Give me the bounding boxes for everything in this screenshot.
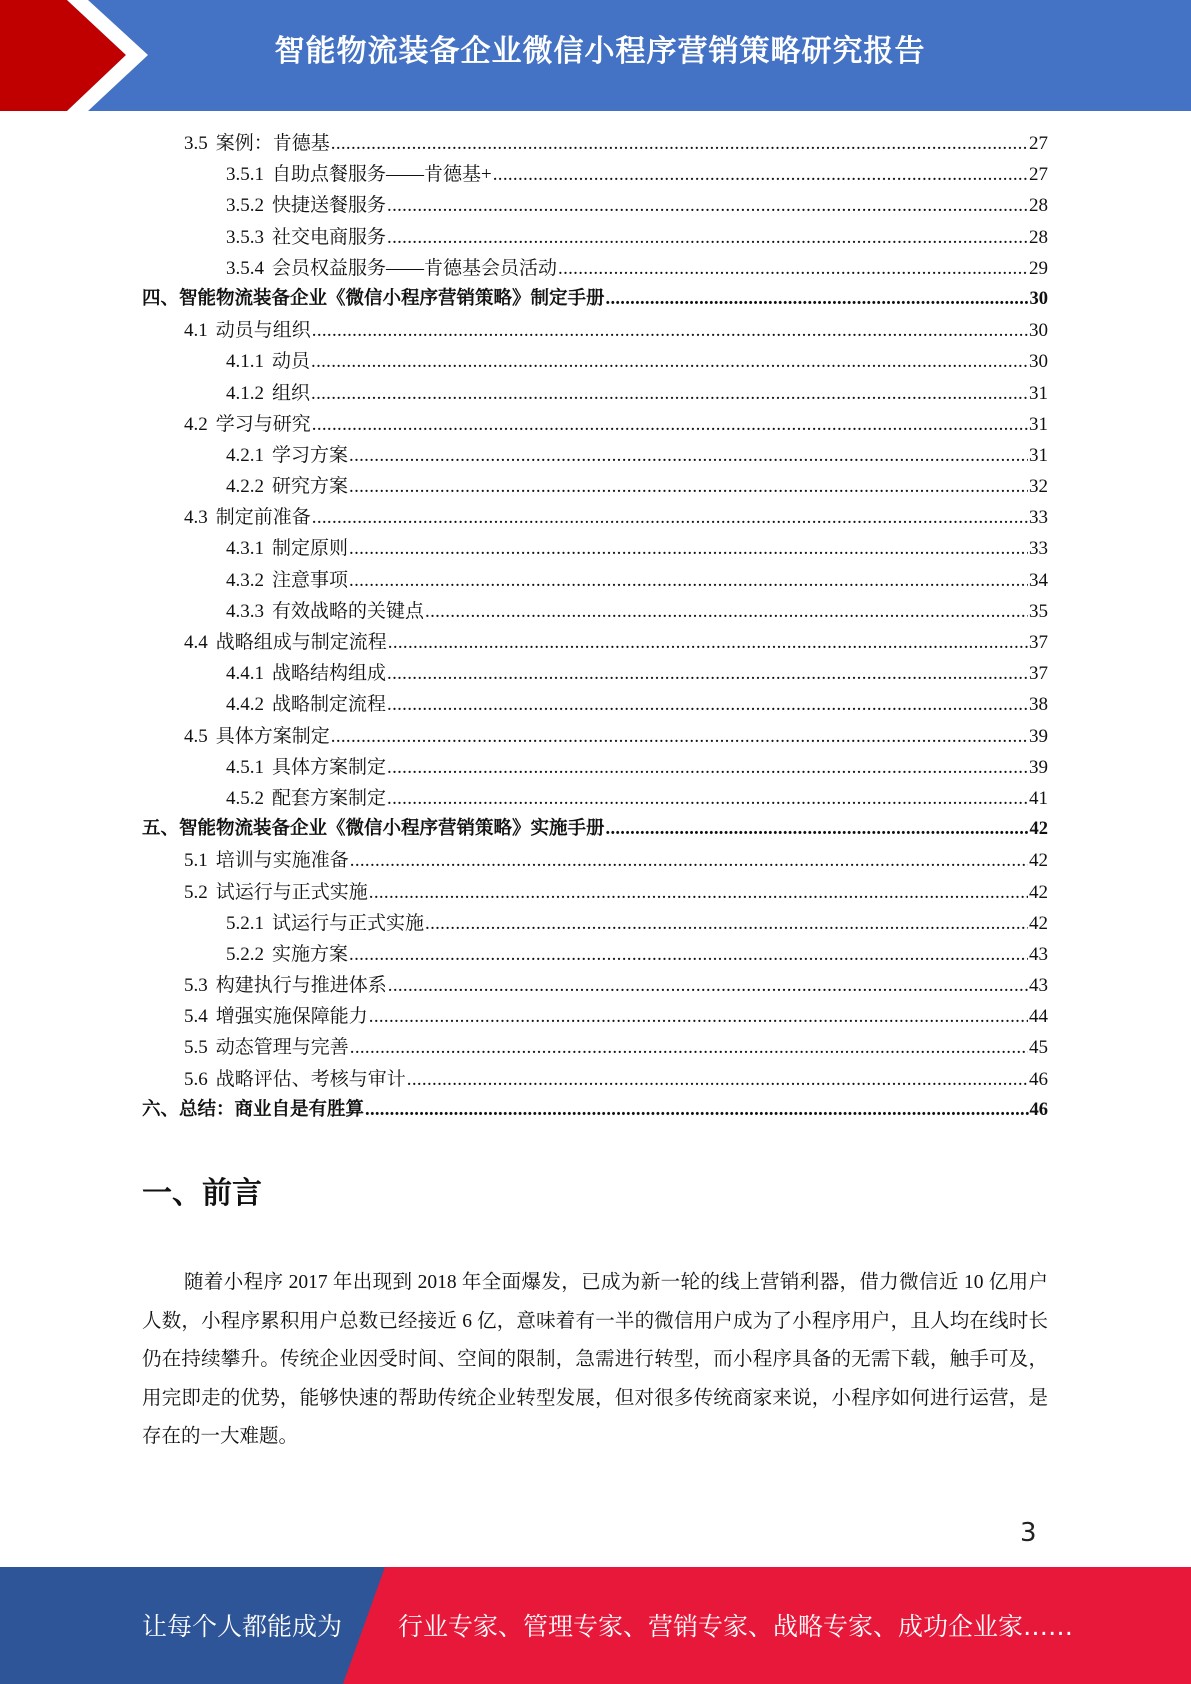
toc-dot-leader (425, 596, 1028, 627)
toc-entry-label: 社交电商服务 (272, 226, 387, 248)
table-of-contents (142, 128, 1048, 1126)
toc-entry[interactable] (142, 471, 1048, 502)
page-number: 3 (1020, 1518, 1037, 1548)
toc-entry-label: 战略组成与制定流程 (215, 632, 387, 653)
toc-entry-page: 45 (1029, 1037, 1048, 1059)
toc-entry[interactable] (142, 783, 1048, 814)
report-title: 智能物流装备企业微信小程序营销策略研究报告 (274, 34, 926, 69)
toc-dot-leader (369, 1001, 1028, 1032)
toc-entry-page: 46 (1029, 1099, 1048, 1120)
toc-entry-page: 30 (1029, 320, 1048, 342)
toc-entry-label: 案例：肯德基 (215, 133, 330, 154)
toc-entry-number: 4.2 (184, 413, 208, 435)
toc-entry-number: 4.5.1 (226, 756, 264, 778)
toc-entry[interactable] (142, 814, 1048, 845)
toc-entry[interactable] (142, 721, 1048, 752)
toc-entry-label: 四、智能物流装备企业《微信小程序营销策略》制定手册 (142, 288, 605, 309)
toc-entry[interactable] (142, 1032, 1048, 1063)
toc-entry-label: 动员与组织 (215, 320, 311, 342)
toc-entry-page: 37 (1029, 632, 1048, 653)
toc-dot-leader (425, 908, 1028, 939)
toc-entry[interactable] (142, 284, 1048, 315)
toc-entry[interactable] (142, 1064, 1048, 1095)
toc-entry-page: 39 (1029, 725, 1048, 747)
toc-dot-leader (493, 159, 1028, 190)
toc-entry[interactable] (142, 752, 1048, 783)
toc-dot-leader (558, 253, 1028, 284)
toc-entry-label: 增强实施保障能力 (215, 1006, 368, 1028)
toc-entry-page: 31 (1029, 382, 1048, 404)
toc-entry[interactable] (142, 689, 1048, 720)
toc-dot-leader (349, 471, 1028, 502)
toc-entry-label: 六、总结：商业自是有胜算 (142, 1099, 365, 1120)
toc-entry-page: 42 (1029, 912, 1048, 934)
toc-entry[interactable] (142, 253, 1048, 284)
toc-entry-number: 4.2.2 (226, 476, 264, 498)
toc-entry-page: 33 (1029, 507, 1048, 529)
toc-dot-leader (407, 1064, 1028, 1095)
toc-entry[interactable] (142, 658, 1048, 689)
toc-entry-number: 5.4 (184, 1006, 208, 1028)
toc-entry-page: 35 (1029, 600, 1048, 622)
toc-entry-page: 38 (1029, 694, 1048, 716)
toc-entry-number: 5.2.2 (226, 943, 264, 965)
toc-dot-leader (387, 658, 1028, 689)
toc-entry-page: 42 (1029, 819, 1048, 840)
toc-entry-page: 31 (1029, 413, 1048, 435)
toc-entry-number: 4.3.1 (226, 538, 264, 560)
toc-dot-leader (369, 877, 1028, 908)
toc-entry[interactable] (142, 1001, 1048, 1032)
toc-entry[interactable] (142, 502, 1048, 533)
toc-dot-leader (349, 565, 1028, 596)
toc-entry-page: 39 (1029, 756, 1048, 778)
toc-entry-number: 5.5 (184, 1037, 208, 1059)
toc-entry-label: 学习与研究 (215, 413, 311, 435)
toc-entry-number: 3.5.3 (226, 226, 264, 248)
toc-entry-number: 4.3 (184, 507, 208, 529)
toc-entry-number: 4.5 (184, 725, 208, 747)
toc-entry-label: 战略制定流程 (272, 694, 387, 716)
toc-entry[interactable] (142, 627, 1048, 658)
toc-dot-leader (349, 440, 1028, 471)
section-heading: 一、前言 (142, 1176, 262, 1211)
toc-entry-label: 研究方案 (272, 476, 349, 498)
toc-entry-page: 44 (1029, 1006, 1048, 1028)
toc-dot-leader (312, 502, 1028, 533)
toc-entry[interactable] (142, 908, 1048, 939)
toc-entry-page: 34 (1029, 569, 1048, 591)
toc-entry[interactable] (142, 877, 1048, 908)
toc-entry[interactable] (142, 845, 1048, 876)
toc-entry-page: 42 (1029, 850, 1048, 872)
toc-entry-page: 33 (1029, 538, 1048, 560)
toc-dot-leader (311, 346, 1028, 377)
toc-entry[interactable] (142, 440, 1048, 471)
toc-entry[interactable] (142, 409, 1048, 440)
toc-entry-label: 培训与实施准备 (215, 850, 349, 872)
toc-entry-number: 4.1.2 (226, 382, 264, 404)
toc-entry[interactable] (142, 596, 1048, 627)
toc-entry-number: 4.4.2 (226, 694, 264, 716)
toc-entry-label: 五、智能物流装备企业《微信小程序营销策略》实施手册 (142, 819, 605, 840)
toc-entry-label: 实施方案 (272, 943, 349, 965)
toc-entry[interactable] (142, 128, 1048, 159)
toc-dot-leader (387, 190, 1028, 221)
toc-entry-page: 30 (1029, 351, 1048, 373)
toc-entry-number: 5.2.1 (226, 912, 264, 934)
toc-dot-leader (349, 939, 1028, 970)
toc-entry[interactable] (142, 346, 1048, 377)
toc-entry[interactable] (142, 1095, 1048, 1126)
toc-entry-number: 4.2.1 (226, 444, 264, 466)
toc-dot-leader (349, 533, 1028, 564)
toc-entry-number: 5.3 (184, 975, 208, 997)
toc-entry-label: 战略评估、考核与审计 (215, 1068, 406, 1090)
toc-entry-page: 31 (1029, 444, 1048, 466)
toc-dot-leader (387, 222, 1028, 253)
toc-entry-page: 32 (1029, 476, 1048, 498)
footer-slogan-right: 行业专家、管理专家、营销专家、战略专家、成功企业家…… (398, 1612, 1074, 1641)
toc-entry-label: 有效战略的关键点 (272, 600, 425, 622)
toc-entry-label: 构建执行与推进体系 (215, 975, 387, 997)
toc-entry-page: 41 (1029, 787, 1048, 809)
toc-entry-number: 5.6 (184, 1068, 208, 1090)
toc-entry-page: 43 (1029, 943, 1048, 965)
toc-entry-page: 27 (1029, 133, 1048, 154)
toc-dot-leader (350, 1032, 1028, 1063)
toc-dot-leader (311, 378, 1028, 409)
toc-entry[interactable] (142, 939, 1048, 970)
toc-entry-page: 27 (1029, 164, 1048, 186)
toc-entry[interactable] (142, 190, 1048, 221)
toc-entry[interactable] (142, 159, 1048, 190)
toc-entry-label: 组织 (272, 382, 311, 404)
toc-entry-page: 46 (1029, 1068, 1048, 1090)
toc-entry-number: 4.1 (184, 320, 208, 342)
toc-entry-number: 4.5.2 (226, 787, 264, 809)
toc-dot-leader (606, 284, 1029, 315)
toc-entry-page: 28 (1029, 195, 1048, 217)
toc-entry-number: 4.4.1 (226, 663, 264, 685)
toc-dot-leader (331, 128, 1028, 159)
toc-entry-label: 具体方案制定 (272, 756, 387, 778)
toc-dot-leader (388, 970, 1028, 1001)
toc-entry-label: 会员权益服务——肯德基会员活动 (272, 257, 558, 279)
page-header (0, 0, 1191, 111)
toc-entry-number: 3.5.2 (226, 195, 264, 217)
footer-slogan-left: 让每个人都能成为 (142, 1612, 343, 1641)
toc-entry-label: 战略结构组成 (272, 663, 387, 685)
toc-entry-label: 动员 (272, 351, 311, 373)
toc-dot-leader (387, 783, 1028, 814)
toc-dot-leader (387, 689, 1028, 720)
toc-entry-page: 43 (1029, 975, 1048, 997)
toc-entry-label: 具体方案制定 (215, 725, 330, 747)
toc-entry-page: 37 (1029, 663, 1048, 685)
toc-dot-leader (312, 409, 1028, 440)
toc-dot-leader (331, 721, 1028, 752)
toc-entry-page: 29 (1029, 257, 1048, 279)
toc-entry-label: 快捷送餐服务 (272, 195, 387, 217)
toc-entry-label: 自助点餐服务——肯德基+ (272, 164, 492, 186)
toc-entry-number: 4.3.2 (226, 569, 264, 591)
page-footer (0, 1567, 1191, 1684)
toc-dot-leader (312, 315, 1028, 346)
toc-entry-number: 3.5.4 (226, 257, 264, 279)
toc-dot-leader (350, 845, 1028, 876)
toc-entry-page: 30 (1029, 288, 1048, 309)
toc-entry-label: 配套方案制定 (272, 787, 387, 809)
toc-entry-number: 3.5.1 (226, 164, 264, 186)
toc-entry[interactable] (142, 970, 1048, 1001)
toc-entry-number: 5.1 (184, 850, 208, 872)
toc-entry[interactable] (142, 222, 1048, 253)
toc-entry-label: 制定原则 (272, 538, 349, 560)
toc-entry-label: 试运行与正式实施 (272, 912, 425, 934)
toc-entry-label: 学习方案 (272, 444, 349, 466)
toc-dot-leader (387, 752, 1028, 783)
body-paragraph: 随着小程序 2017 年出现到 2018 年全面爆发，已成为新一轮的线上营销利器，借力微信近 10 亿用户人数，小程序累积用户总数已经接近 6 亿，意味着有一半的微信用户成为了小程序用户，且人均在线时长仍在持续攀升。传统企业因受时间、空间的限制，急需进行转型，而小程序具备的无需下载，触手可及，用完即走的优势，能够快速的帮助传统企业转型发展，但对很多传统商家来说，小程序如何进行运营，是存在的一大难题。 (142, 1272, 1048, 1447)
toc-entry-label: 制定前准备 (215, 507, 311, 529)
toc-entry-number: 3.5 (184, 133, 208, 154)
toc-entry-number: 4.1.1 (226, 351, 264, 373)
toc-entry-number: 4.3.3 (226, 600, 264, 622)
toc-entry-number: 5.2 (184, 881, 208, 903)
toc-dot-leader (388, 627, 1028, 658)
toc-entry-label: 注意事项 (272, 569, 349, 591)
toc-entry-number: 4.4 (184, 632, 208, 653)
toc-entry-label: 试运行与正式实施 (215, 881, 368, 903)
toc-dot-leader (365, 1095, 1028, 1126)
toc-dot-leader (606, 814, 1029, 845)
toc-entry[interactable] (142, 315, 1048, 346)
toc-entry-page: 28 (1029, 226, 1048, 248)
toc-entry-label: 动态管理与完善 (215, 1037, 349, 1059)
toc-entry[interactable] (142, 533, 1048, 564)
toc-entry[interactable] (142, 378, 1048, 409)
toc-entry-page: 42 (1029, 881, 1048, 903)
toc-entry[interactable] (142, 565, 1048, 596)
